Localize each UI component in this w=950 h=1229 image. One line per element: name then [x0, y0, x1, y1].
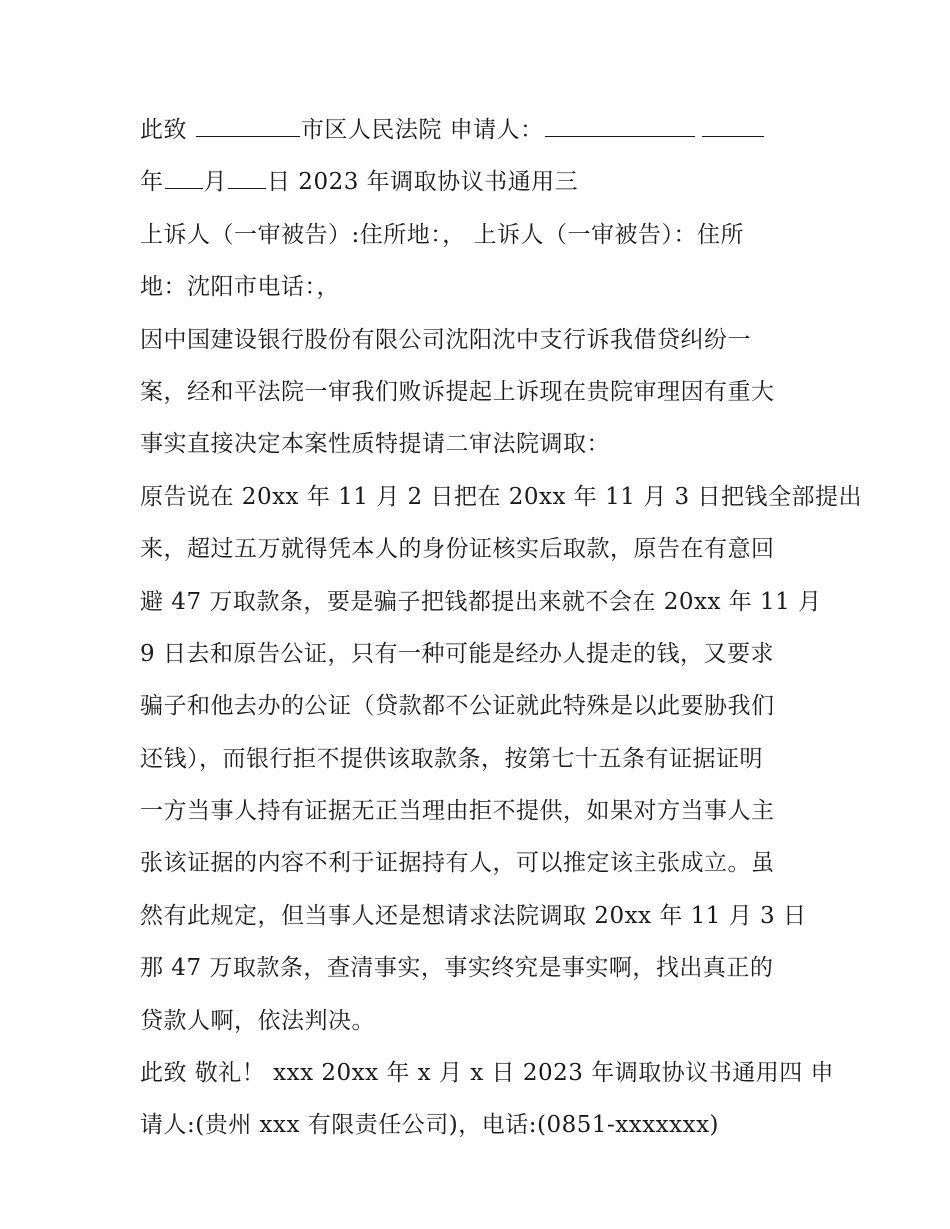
text-line: 上诉人（一审被告）:住所地：， 上诉人（一审被告）：住所 — [140, 221, 745, 248]
text-line: 那 47 万取款条，查清事实，事实终究是事实啊，找出真正的 — [140, 955, 774, 982]
salutation-prefix: 此致 — [140, 117, 187, 143]
court-name-blank — [196, 106, 300, 137]
text-line: 请人:(贵州 xxx 有限责任公司)，电话:(0851-xxxxxxx) — [140, 1112, 720, 1139]
day-blank — [228, 158, 266, 189]
text-line: 骗子和他去办的公证（贷款都不公证就此特殊是以此要胁我们 — [140, 693, 775, 720]
text-line: 然有此规定，但当事人还是想请求法院调取 20xx 年 11 月 3 日 — [140, 902, 807, 929]
salutation-line — [140, 104, 820, 156]
applicant-label: 申请人： — [449, 117, 544, 143]
text-line: 一方当事人持有证据无正当理由拒不提供，如果对方当事人主 — [140, 798, 775, 825]
text-line: 来，超过五万就得凭本人的身份证核实后取款，原告在有意回 — [140, 536, 775, 563]
text-line: 地：沈阳市电话：， — [140, 274, 340, 301]
applicant-blank — [545, 106, 695, 137]
text-line: 9 日去和原告公证，只有一种可能是经办人提走的钱，又要求 — [140, 640, 774, 667]
date-title-line — [140, 156, 820, 208]
day-title-text: 日 2023 年调取协议书通用三 — [267, 169, 579, 196]
text-line: 原告说在 20xx 年 11 月 2 日把在 20xx 年 11 月 3 日把钱全部提出 — [140, 483, 862, 510]
month-label: 月 — [203, 169, 227, 196]
text-line: 事实直接决定本案性质特提请二审法院调取： — [140, 431, 610, 458]
text-line: 贷款人啊，依法判决。 — [140, 1007, 375, 1034]
applicant-blank-2 — [702, 106, 764, 137]
document-body — [140, 104, 862, 1152]
text-line: 此致 敬礼！ xxx 20xx 年 x 月 x 日 2023 年调取协议书通用四 申 — [140, 1060, 835, 1087]
text-line: 因中国建设银行股份有限公司沈阳沈中支行诉我借贷纠纷一 — [140, 326, 751, 353]
text-line: 避 47 万取款条，要是骗子把钱都提出来就不会在 20xx 年 11 月 — [140, 588, 822, 615]
month-blank — [165, 158, 203, 189]
text-line: 张该证据的内容不利于证据持有人，可以推定该主张成立。虽 — [140, 850, 775, 877]
text-line: 还钱），而银行拒不提供该取款条，按第七十五条有证据证明 — [140, 745, 763, 772]
text-line: 案，经和平法院一审我们败诉提起上诉现在贵院审理因有重大 — [140, 378, 775, 405]
court-suffix: 市区人民法院 — [300, 117, 442, 143]
year-label: 年 — [140, 169, 164, 196]
